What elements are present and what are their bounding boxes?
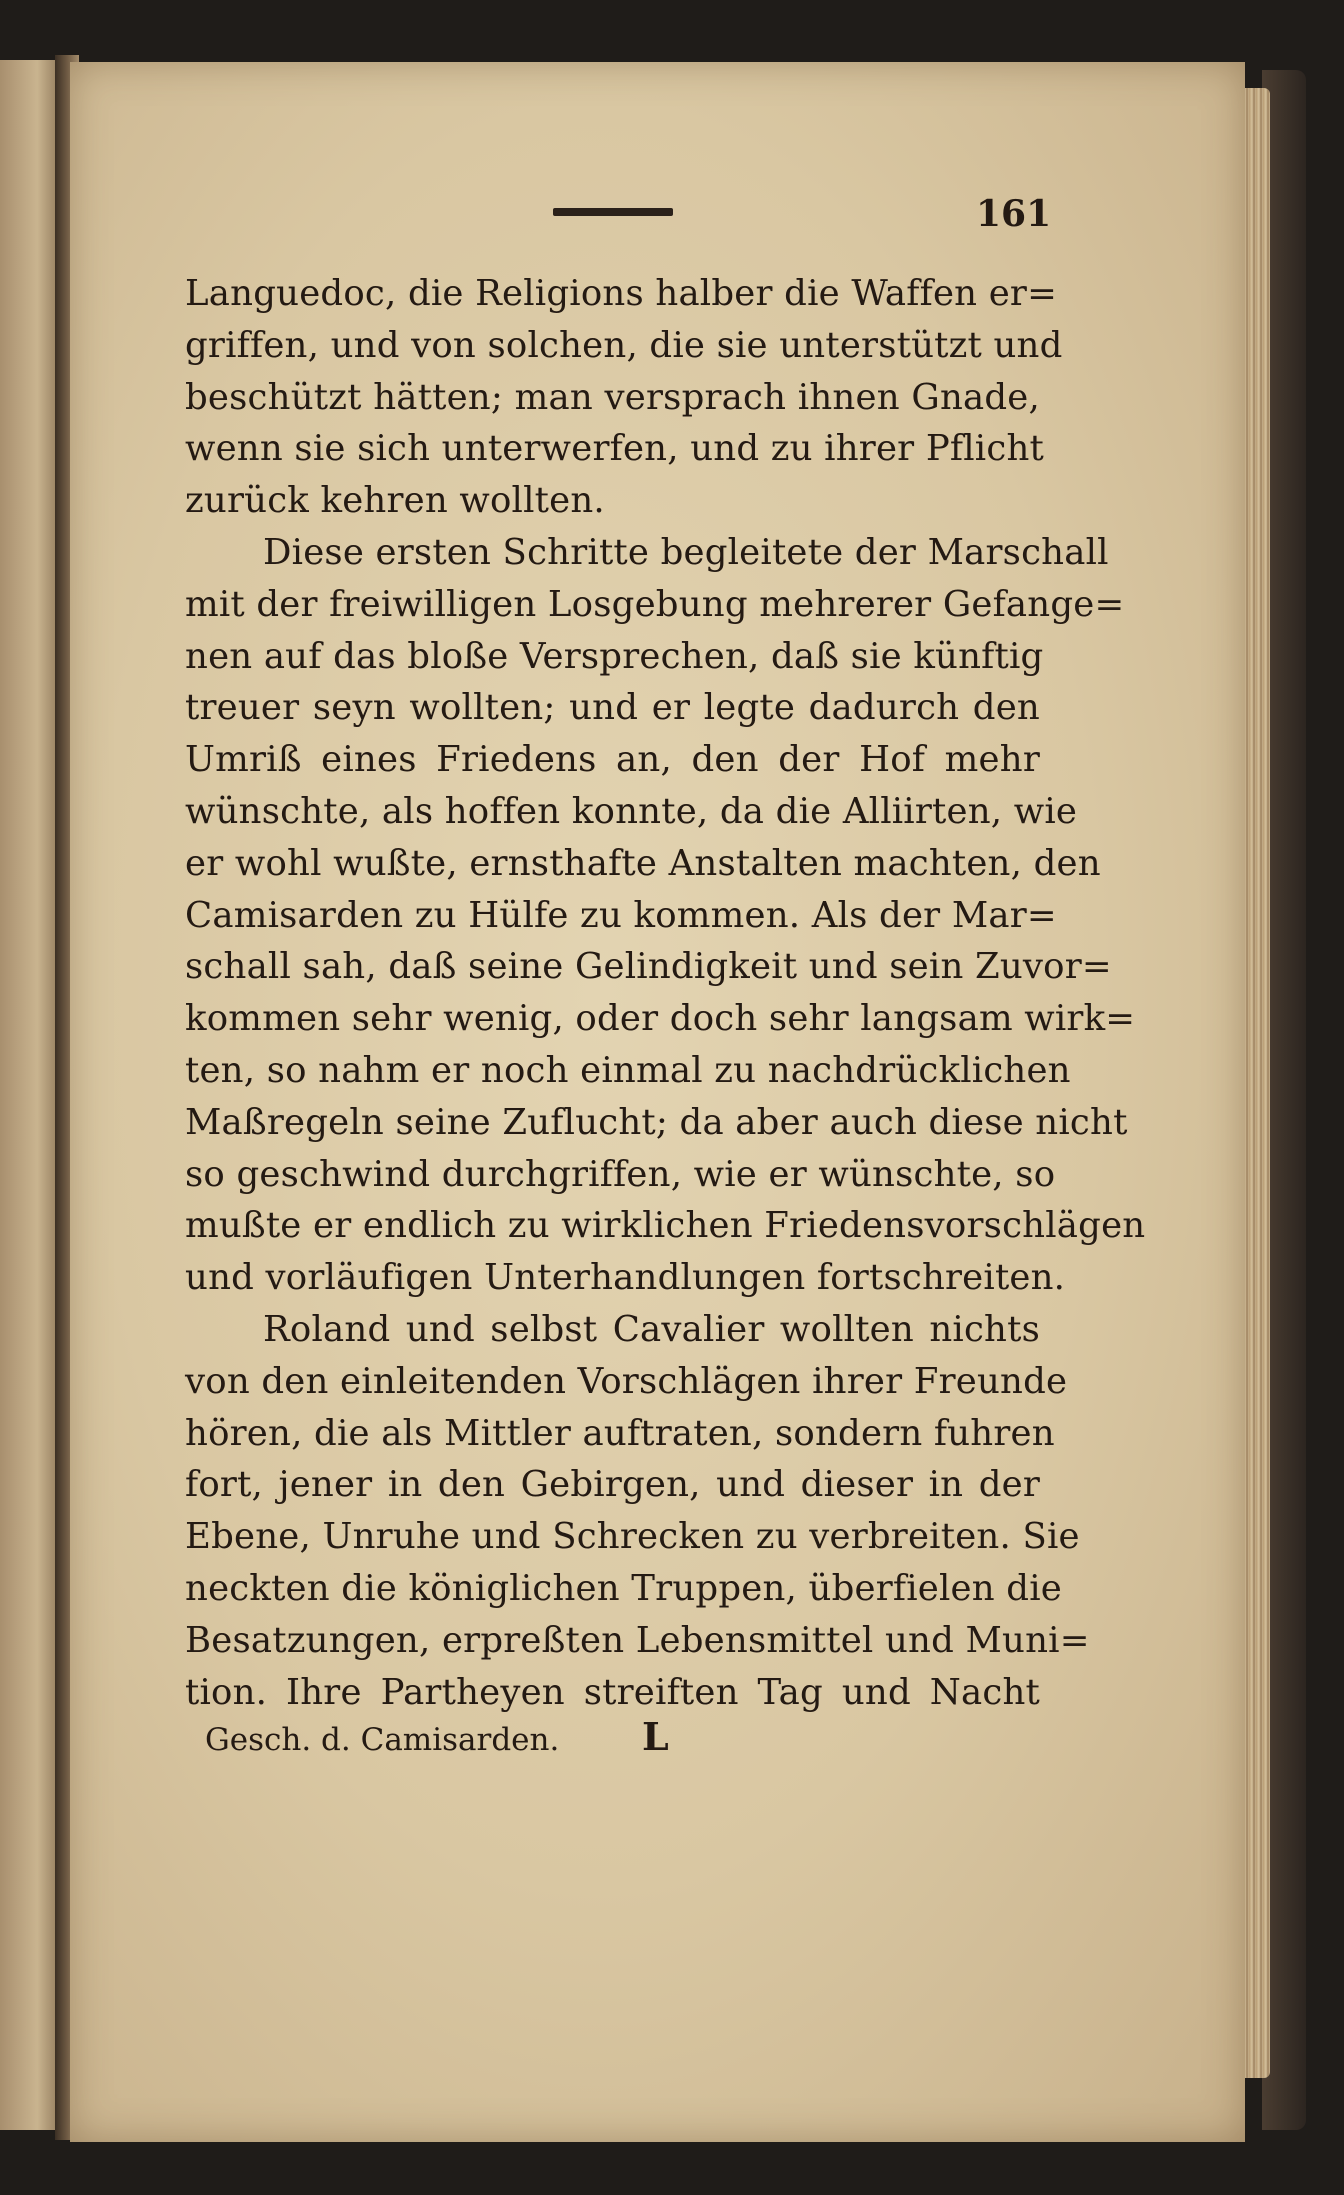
text-line: Ebene, Unruhe und Schrecken zu verbreiten. Sie [185,1516,1080,1558]
page-number: 161 [976,193,1052,235]
header-rule [553,208,673,216]
left-page-edge [0,60,62,2130]
text-line: mußte er endlich zu wirklichen Friedensvorschlägen [185,1205,1146,1247]
text-line: neckten die königlichen Truppen, überfielen die [185,1567,1062,1609]
body-text [185,268,1146,1718]
text-line: Besatzungen, erpreßten Lebensmittel und Muni= [185,1619,1090,1661]
text-line: Roland und selbst Cavalier wollten nichts [263,1308,1040,1350]
text-line: schall sah, daß seine Gelindigkeit und sein Zuvor= [185,946,1112,988]
text-line: beschützt hätten; man versprach ihnen Gnade, [185,376,1040,418]
text-line: Diese ersten Schritte begleitete der Marschall [263,531,1109,573]
text-line: hören, die als Mittler auftraten, sondern fuhren [185,1412,1055,1454]
text-line: und vorläufigen Unterhandlungen fortschreiten. [185,1257,1066,1299]
text-line: zurück kehren wollten. [185,480,605,522]
text-line: kommen sehr wenig, oder doch sehr langsam wirk= [185,998,1136,1040]
signature-line: Gesch. d. Camisarden. [205,1722,560,1758]
text-line: tion. Ihre Partheyen streiften Tag und Nacht [185,1671,1040,1713]
text-line: Camisarden zu Hülfe zu kommen. Als der Mar= [185,894,1057,936]
signature-mark: L [642,1714,669,1759]
text-line: er wohl wußte, ernsthafte Anstalten machten, den [185,842,1101,884]
text-line: Maßregeln seine Zuflucht; da aber auch diese nicht [185,1101,1128,1143]
text-line: ten, so nahm er noch einmal zu nachdrücklichen [185,1049,1071,1091]
text-line: treuer seyn wollten; und er legte dadurch den [185,687,1040,729]
text-line: griffen, und von solchen, die sie unterstützt und [185,324,1063,366]
text-line: nen auf das bloße Versprechen, daß sie künftig [185,635,1044,677]
text-line: Umriß eines Friedens an, den der Hof mehr [185,739,1040,781]
text-line: mit der freiwilligen Losgebung mehrerer Gefange= [185,583,1125,625]
text-line: von den einleitenden Vorschlägen ihrer Freunde [185,1360,1068,1402]
text-line: wünschte, als hoffen konnte, da die Alliirten, wie [185,790,1078,832]
text-line: Languedoc, die Religions halber die Waffen er= [185,273,1058,314]
text-line: fort, jener in den Gebirgen, und dieser in der [185,1464,1040,1506]
text-line: wenn sie sich unterwerfen, und zu ihrer Pflicht [185,428,1044,470]
text-line: so geschwind durchgriffen, wie er wünschte, so [185,1153,1056,1195]
